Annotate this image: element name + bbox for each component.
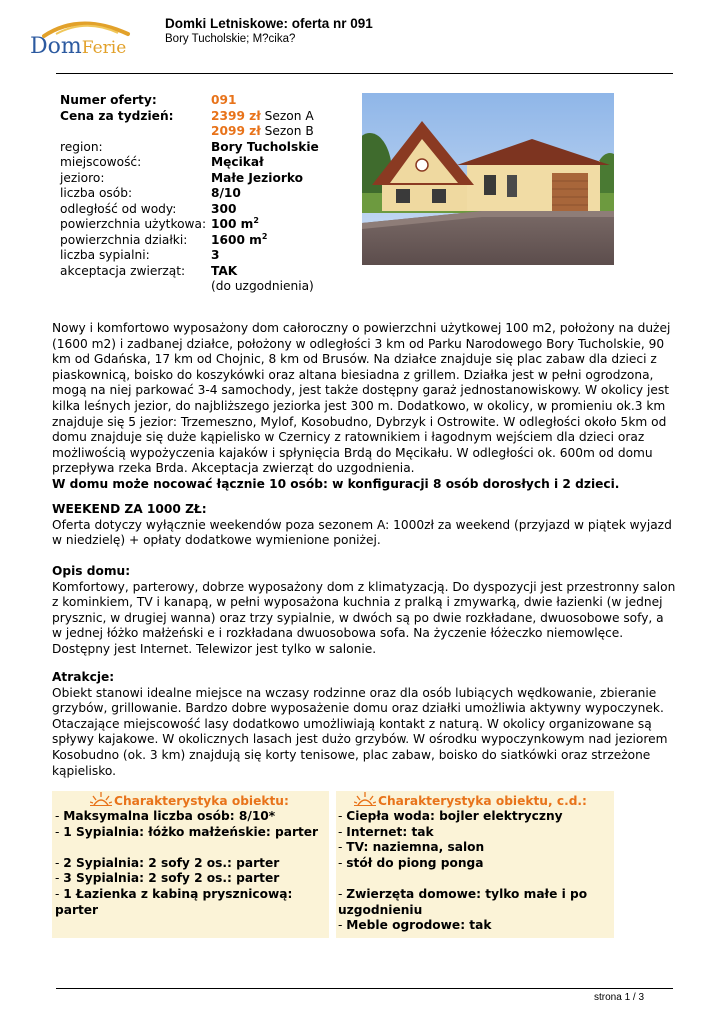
weekend-block [52,502,677,549]
characteristics-box [52,791,329,938]
detail-value-persons: 8/10 [211,186,241,200]
logo-dom-text: Dom [30,34,82,59]
list-item-text: TV: naziemna, salon [346,840,485,855]
house-heading: Opis domu: [52,564,131,578]
characteristics-continued-title-text: Charakterystyka obiektu, c.d.: [378,794,587,808]
attractions-block [52,670,677,779]
list-bullet: - [55,824,64,839]
list-item [55,809,329,825]
house-text: Komfortowy, parterowy, dobrze wyposażony dom z klimatyzacją. Do dyspozycji jest przestronny salon z kominkiem, TV i kanapą, w pełni wyposażona kuchnia z pralką i zmywarką, dwie łazienki (w jednej prysznic, w drugiej wanna) oraz trzy sypialnie, w dwóch są po dwie rozkładane, dwuosobowe sofy, a w jednej łóżko małżeński e i rozkładana dwuosobowa sofa. Na życzenie łóżeczko niemowlęce. Dostępny jest Internet. Telewizor jest tylko w salonie. [52,579,676,656]
price-a-value: 2399 zł [211,108,261,123]
detail-value-animals: TAK [211,263,238,278]
list-bullet: - [338,824,347,839]
list-item [338,840,614,856]
offer-title: Domki Letniskowe: oferta nr 091 [165,16,373,31]
list-item [55,871,329,887]
weekend-heading: WEEKEND ZA 1000 ZŁ: [52,502,207,516]
list-bullet: - [338,809,347,823]
detail-label-town: miejscowość: [60,155,142,169]
detail-label-lake: jezioro: [60,170,105,185]
list-bullet: - [55,809,64,823]
list-item-text: 3 Sypialnia: 2 sofy 2 os.: parter [63,871,280,886]
house-photo[interactable] [362,93,614,265]
logo-wordmark [30,34,126,59]
attractions-heading: Atrakcje: [52,670,115,684]
header-divider [56,73,673,74]
characteristics-title [52,791,329,807]
list-item [338,856,614,872]
detail-label-usable-area: powierzchnia użytkowa: [60,217,207,231]
price-b-season: Sezon B [264,124,314,138]
list-item [338,887,614,918]
detail-value-bedrooms: 3 [211,248,220,262]
list-bullet: - [55,855,64,870]
list-item-text: 1 Sypialnia: łóżko małżeńskie: parter [63,824,319,839]
characteristics-list [52,809,329,918]
sun-icon [90,792,112,806]
list-item [55,887,329,918]
list-item-text: Maksymalna liczba osób: 8/10* [63,809,276,823]
house-block [52,564,677,658]
plot-area-number: 1600 m [211,232,262,247]
detail-label-water-distance: odległość od wody: [60,201,177,216]
footer-divider [56,988,673,989]
price-b-value: 2099 zł [211,124,261,138]
characteristics-continued-title [336,791,614,807]
animals-note: (do uzgodnienia) [211,279,314,293]
list-item-text: Ciepła woda: bojler elektryczny [346,809,563,823]
list-item-text: stół do piong ponga [346,855,484,870]
characteristics-continued-list [336,809,614,934]
price-season-a [211,109,314,125]
characteristics-continued-box [336,791,614,938]
detail-value-town: Męcikał [211,155,264,169]
detail-label-plot-area: powierzchnia działki: [60,232,188,247]
list-bullet: - [55,886,64,901]
detail-value-plot-area [211,233,267,249]
detail-value-region: Bory Tucholskie [211,139,319,154]
list-item [55,856,329,872]
list-item [338,809,614,825]
sun-icon [354,792,376,806]
list-item-text: Internet: tak [346,824,434,839]
offer-number-label: Numer oferty: [60,93,157,107]
list-spacer [338,871,614,887]
price-label: Cena za tydzień: [60,108,174,123]
characteristics-title-text: Charakterystyka obiektu: [114,794,289,808]
list-item [55,825,329,841]
list-bullet: - [55,871,64,886]
list-bullet: - [338,918,347,933]
price-a-season: Sezon A [264,108,314,123]
offer-number-value: 091 [211,93,237,107]
description-intro: Nowy i komfortowo wyposażony dom całoroczny o powierzchni użytkowej 100 m2, położony na dużej (1600 m2) i zadbanej działce, położony w odległości 3 km od Parku Narodowego Bory Tucholskie, 90 km od Gdańska, 17 km od Chojnic, 8 km od Brusów. Na działce znajduje się plac zabaw dla dzieci z piaskownicą, boisko do koszykówki oraz altana biesiadna z grillem. Działka jest w pełni ogrodzona, mogą na niej parkować 3-4 samochody, jest także dostępny garaż jednostanowiskowy. W okolicy jest kilka leśnych jezior, do najbliższego jeziorka jest 300 m. Dodatkowo, w okolicy, w promieniu ok.3 km znajduje się 5 jezior: Trzemeszno, Mylof, Kosobudno, Dybrzyk i Ostrowite. W odległości około 5km od domu znajduje się duże kąpielisko w Czernicy z ratownikiem i łagodnym wejściem dla dzieci oraz możliwością wypożyczenia kajaków i spłynięcia Brdą do Męcikału. W odległości ok. 600m od domu przepływa rzeka Brda. Akceptacja zwierząt do uzgodnienia. [52,321,671,476]
list-item-text: 1 Łazienka z kabiną prysznicową: parter [55,886,293,917]
house-photo-image [362,93,614,265]
price-season-b [211,124,314,140]
list-bullet: - [338,855,347,870]
detail-label-animals: akceptacja zwierząt: [60,263,186,278]
logo-ferie-text: Ferie [81,38,127,58]
weekend-text: Oferta dotyczy wyłącznie weekendów poza sezonem A: 1000zł za weekend (przyjazd w piątek wyjazd w niedzielę) + opłaty dodatkowe wymienione poniżej. [52,517,672,548]
domferie-logo[interactable] [30,14,148,66]
list-item [338,918,614,934]
detail-label-persons: liczba osób: [60,186,133,200]
page-number: strona 1 / 3 [594,992,645,1003]
list-item-text: Zwierzęta domowe: tylko małe i po uzgodnieniu [338,886,588,917]
usable-area-sup: 2 [253,215,259,225]
description-capacity: W domu może nocować łącznie 10 osób: w konfiguracji 8 osób dorosłych i 2 dzieci. [52,476,620,491]
list-item-text: 2 Sypialnia: 2 sofy 2 os.: parter [63,855,280,870]
plot-area-sup: 2 [261,231,268,241]
detail-value-water-distance: 300 [211,201,237,216]
list-spacer [55,840,329,856]
detail-label-bedrooms: liczba sypialni: [60,248,150,262]
list-bullet: - [338,886,347,901]
offer-location: Bory Tucholskie; M?cika? [165,33,296,45]
attractions-text: Obiekt stanowi idealne miejsce na wczasy rodzinne oraz dla osób lubiących wędkowanie, zbieranie grzybów, grillowanie. Bardzo dobre wyposażenie domu oraz działki umożliwia aktywny wypoczynek. Otaczające miejscowość lasy dodatkowo umożliwiają kontakt z naturą. W okolicy organizowane są spływy kajakowe. W okolicznych lasach jest dużo grzybów. W ośrodku wypoczynkowym nad jeziorem Kosobudno (ok. 3 km) znajdują się korty tenisowe, plac zabaw, boisko do siatkówki oraz strzeżone kąpielisko. [52,685,668,778]
list-bullet: - [338,840,347,855]
detail-value-lake: Małe Jeziorko [211,170,303,185]
usable-area-number: 100 m [211,217,254,231]
list-item-text: Meble ogrodowe: tak [346,918,492,933]
description-block [52,321,677,493]
list-item [338,825,614,841]
detail-value-usable-area [211,217,259,233]
detail-label-region: region: [60,139,103,154]
